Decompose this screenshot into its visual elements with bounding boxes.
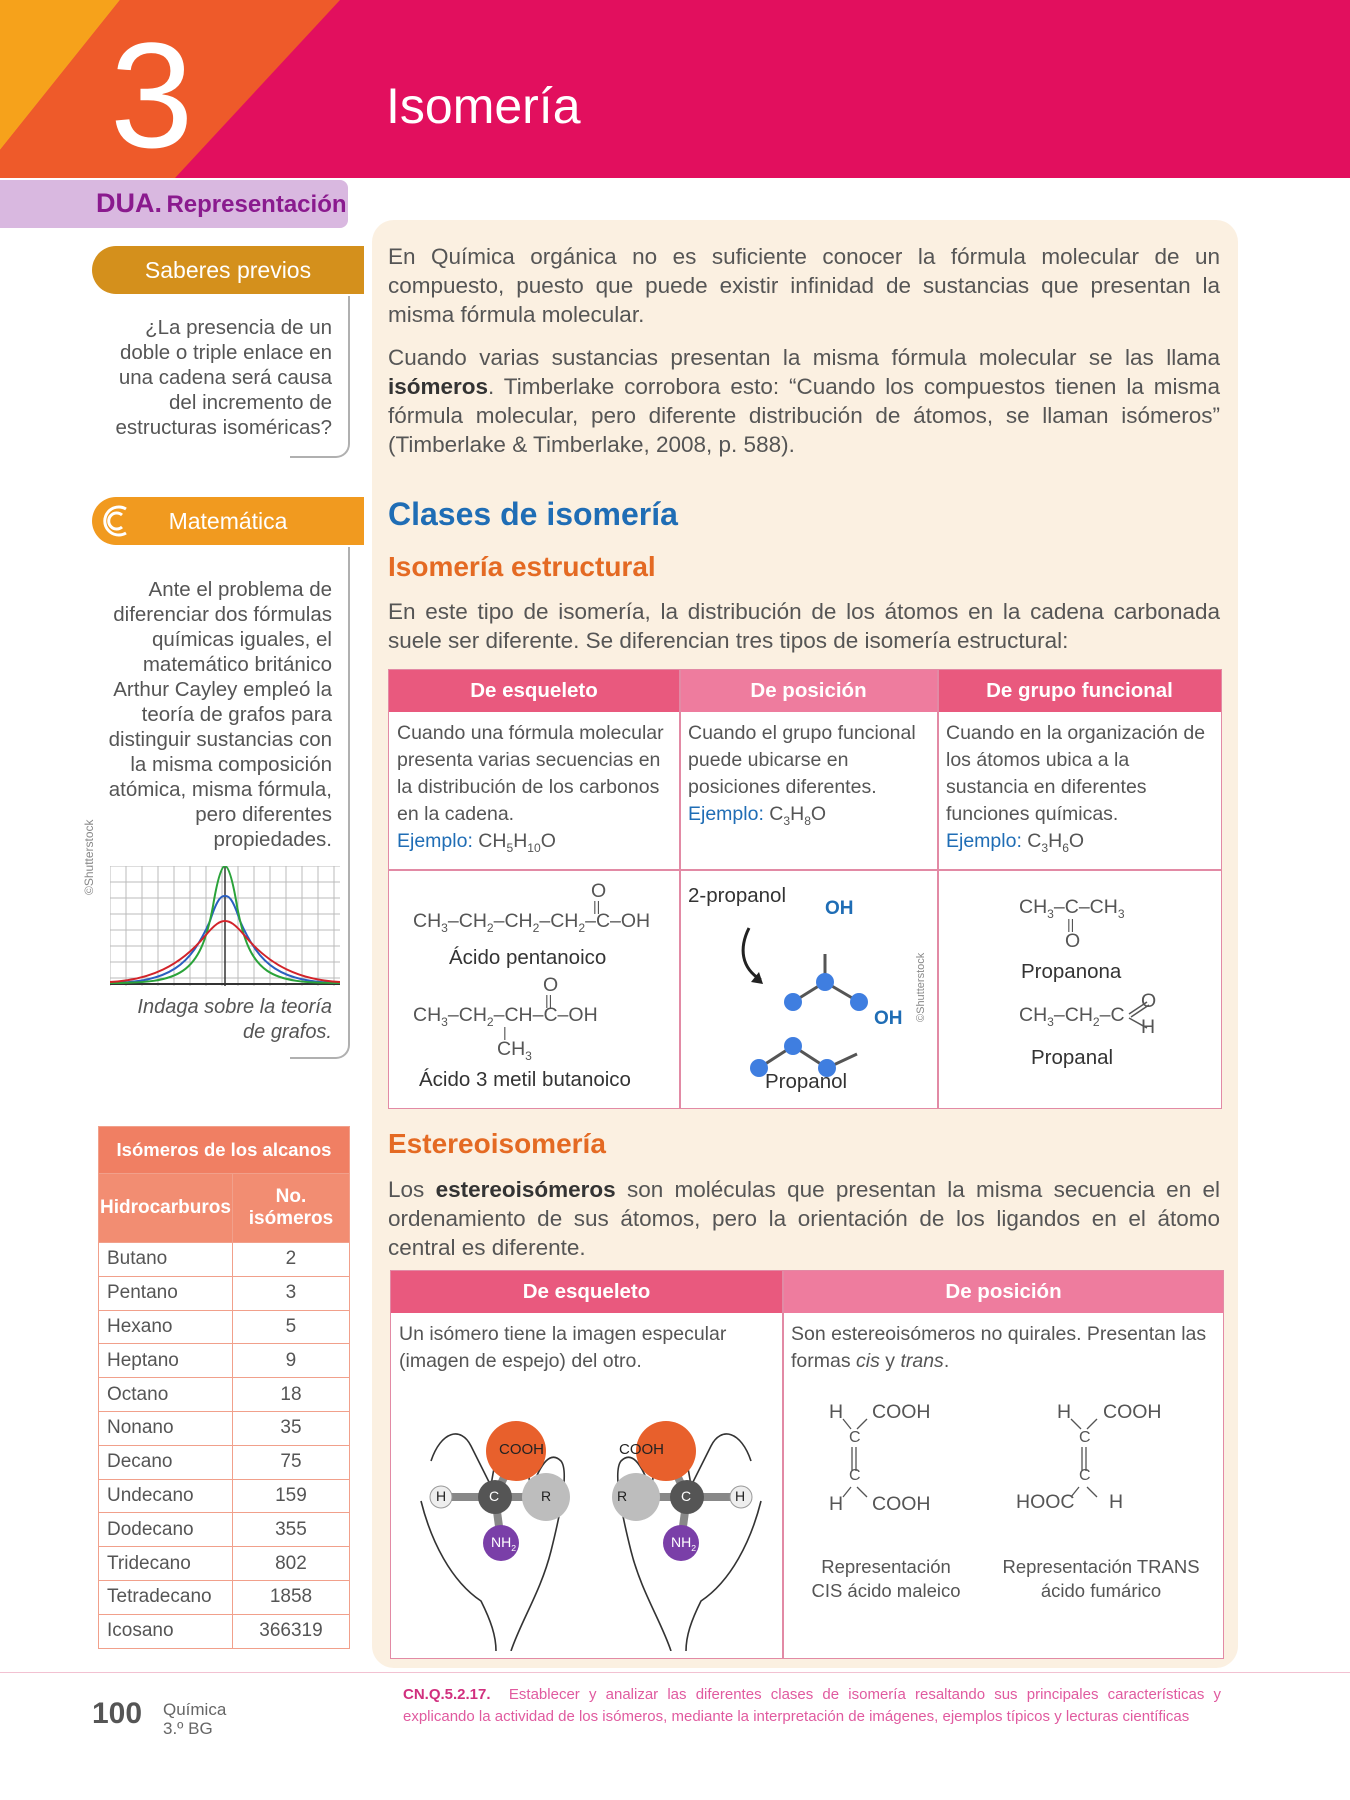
table-row — [99, 1411, 350, 1445]
alkane-count: 3 — [232, 1276, 349, 1310]
curriculum-criterion — [403, 1684, 1221, 1727]
chapter-title: Isomería — [386, 78, 581, 134]
trans-caption-line1: Representación TRANS — [1002, 1556, 1200, 1577]
esqueleto-desc-text: Cuando una fórmula molecular presenta varias secuencias en la distribución de los carbonos en la cadena. — [397, 722, 664, 825]
alkanes-caption: Isómeros de los alcanos — [99, 1127, 350, 1174]
chapter-number: 3 — [110, 11, 194, 179]
table-row — [99, 1445, 350, 1479]
trans-term: trans — [900, 1350, 944, 1372]
cis-c-top: C — [849, 1429, 861, 1446]
alkane-name: Pentano — [99, 1276, 233, 1310]
divider — [389, 869, 1221, 871]
matematica-text: Ante el problema de diferenciar dos fórmulas químicas iguales, el matemático británico Arthur Cayley empleó la teoría de grafos para distinguir sustancias con la misma composición atómica, misma fórmula, pero diferentes propiedades. — [108, 578, 332, 851]
intro-text-b: . Timberlake corrobora esto: “Cuando los compuestos tienen la misma fórmula molecular, pero diferente distribución de átomos, se llaman isómeros” (Timberlake & Timberlake, 2008, p. 588). — [388, 374, 1220, 457]
formula-aldehyde-h: H — [1141, 1016, 1156, 1038]
alkanes-table — [98, 1126, 350, 1649]
stereo-and: y — [879, 1350, 901, 1372]
name-acido-pentanoico: Ácido pentanoico — [449, 946, 607, 969]
alkane-count: 802 — [232, 1547, 349, 1581]
nh2-label: $NH_2$ — [491, 1534, 517, 1553]
r-label: R — [541, 1488, 552, 1504]
alkane-name: Decano — [99, 1445, 233, 1479]
name-2-propanol: 2-propanol — [688, 884, 787, 907]
alkane-name: Octano — [99, 1378, 233, 1412]
cis-h-bottom: H — [829, 1493, 844, 1515]
formula-propanal: $CH_3-CH_2-C$ — [1019, 1004, 1125, 1029]
divider — [782, 1271, 784, 1658]
trans-cooh-top: COOH — [1103, 1401, 1162, 1423]
estereo-text-a: Los — [388, 1177, 436, 1202]
criterion-text: Establecer y analizar las diferentes clases de isomería resaltando sus principales características y explicando la actividad de los isómeros, mediante la interpretación de imágenes, ejemplos típicos y lecturas científicas — [403, 1686, 1221, 1725]
alkane-name: Dodecano — [99, 1513, 233, 1547]
shutterstock-credit: ©Shutterstock — [82, 819, 96, 895]
estereo-text-b: son moléculas que presentan la misma secuencia en el ordenamiento de sus átomos, pero la orientación de los ligandos en el átomo central es diferente. — [388, 1177, 1220, 1260]
name-propanal: Propanal — [1031, 1046, 1114, 1069]
formula-carbonyl-o: O — [1065, 930, 1081, 952]
ejemplo-label: Ejemplo: — [688, 803, 764, 825]
cis-cooh-top: COOH — [872, 1401, 931, 1423]
formula-methylbutanoic: $CH_3-CH_2-CH-C-OH$ — [413, 1004, 598, 1029]
divider — [679, 670, 681, 1108]
col-header-grupo-funcional: De grupo funcional — [938, 670, 1221, 712]
cis-caption-line1: Representación — [821, 1556, 951, 1577]
c-label: C — [489, 1488, 500, 1504]
stereo-header-posicion: De posición — [784, 1271, 1223, 1313]
section-title-clases: Clases de isomería — [388, 496, 678, 532]
alkane-count: 1858 — [232, 1580, 349, 1614]
formula-methyl: $CH_3$ — [497, 1038, 532, 1063]
trans-c-top: C — [1079, 1429, 1091, 1446]
trans-c-bottom: C — [1079, 1467, 1091, 1484]
matematica-title — [92, 497, 364, 545]
formula-pentanoic: $CH_3-CH_2-CH_2-CH_2-C-OH$ — [413, 910, 651, 935]
formula-carbonyl-o: O — [591, 880, 607, 902]
page-number: 100 — [92, 1697, 143, 1730]
table-row — [99, 1580, 350, 1614]
cooh-label: COOH — [499, 1441, 544, 1458]
section-title-estereoisomeria: Estereoisomería — [388, 1128, 606, 1159]
estereoisomeros-term: estereoisómeros — [435, 1177, 616, 1202]
alkane-name: Tetradecano — [99, 1580, 233, 1614]
stereo-esqueleto-desc: Un isómero tiene la imagen especular (imagen de espejo) del otro. — [399, 1323, 727, 1372]
alkane-name: Undecano — [99, 1479, 233, 1513]
esqueleto-description: Cuando una fórmula molecular presenta varias secuencias en la distribución de los carbonos en la cadena. Ejemplo: $CH_5H_{10}O$ — [397, 722, 664, 855]
gaussian-graph-image — [110, 866, 340, 986]
grupo-funcional-description: Cuando en la organización de los átomos ubica a la sustancia en diferentes funciones químicas. Ejemplo: $C_3H_6O$ — [946, 722, 1206, 855]
footer-subject — [163, 1700, 226, 1738]
alkane-count: 18 — [232, 1378, 349, 1412]
alkane-name: Heptano — [99, 1344, 233, 1378]
matematica-title-text: Matemática — [168, 508, 288, 534]
formula-propanone: $CH_3-C-CH_3$ — [1019, 896, 1125, 921]
stereo-posicion-desc — [791, 1321, 1216, 1375]
alkane-count: 2 — [232, 1243, 349, 1277]
alkane-count: 9 — [232, 1344, 349, 1378]
cis-c-bottom: C — [849, 1467, 861, 1484]
name-propanona: Propanona — [1021, 960, 1122, 983]
cooh-label: COOH — [619, 1441, 664, 1458]
alkane-name: Nonano — [99, 1411, 233, 1445]
posicion-description: Cuando el grupo funcional puede ubicarse en posiciones diferentes. Ejemplo: $C_3H_8O$ — [688, 722, 916, 828]
formula-single-bond: | — [503, 1024, 507, 1040]
oh-label: OH — [874, 1008, 903, 1029]
cis-cooh-bottom: COOH — [872, 1493, 931, 1515]
grupo-desc-text: Cuando en la organización de los átomos ubica a la sustancia en diferentes funciones químicas. — [946, 722, 1206, 825]
alkanes-header-hydrocarbons: Hidrocarburos — [99, 1174, 233, 1243]
table-row — [99, 1479, 350, 1513]
table-row — [99, 1378, 350, 1412]
c-label: C — [681, 1488, 692, 1504]
cis-h-top: H — [829, 1401, 844, 1423]
stereo-isomerism-table — [390, 1270, 1224, 1659]
ejemplo-label: Ejemplo: — [397, 830, 473, 852]
table-row — [99, 1243, 350, 1277]
alkane-count: 355 — [232, 1513, 349, 1547]
criterion-code: CN.Q.5.2.17. — [403, 1686, 491, 1703]
isomeros-term: isómeros — [388, 374, 489, 399]
trans-caption-line2: ácido fumárico — [1040, 1580, 1162, 1601]
stereo-desc-text: Son estereoisómeros no quirales. Presentan las formas — [791, 1323, 1207, 1372]
formula-carbonyl-o: O — [543, 974, 559, 996]
subject-name: Química — [163, 1700, 227, 1719]
oh-label: OH — [825, 898, 854, 919]
estereo-text — [388, 1175, 1220, 1262]
chiral-hands-image — [411, 1391, 771, 1651]
chapter-header — [0, 0, 1350, 178]
shutterstock-credit: ©Shutterstock — [915, 952, 927, 1022]
formula-double-bond: || — [1067, 916, 1075, 932]
table-row — [99, 1614, 350, 1648]
dua-label: Representación — [166, 191, 347, 218]
r-label: R — [617, 1488, 628, 1504]
dua-banner — [0, 180, 348, 228]
alkane-count: 35 — [232, 1411, 349, 1445]
dua-bold: DUA. — [96, 188, 162, 218]
alkane-count: 159 — [232, 1479, 349, 1513]
cis-caption-line2: CIS ácido maleico — [811, 1580, 961, 1601]
intro-text-a: Cuando varias sustancias presentan la misma fórmula molecular se las llama — [388, 345, 1220, 370]
footer-divider — [0, 1672, 1350, 1673]
nh2-text: NH — [491, 1534, 512, 1550]
alkane-name: Hexano — [99, 1310, 233, 1344]
table-row — [99, 1513, 350, 1547]
name-propanol: Propanol — [765, 1070, 848, 1093]
saberes-text: ¿La presencia de un doble o triple enlace en una cadena será causa del incremento de estructuras isoméricas? — [115, 316, 332, 439]
stereo-end: . — [943, 1350, 950, 1372]
math-c-icon — [96, 501, 136, 541]
posicion-desc-text: Cuando el grupo funcional puede ubicarse en posiciones diferentes. — [688, 722, 916, 798]
formula-aldehyde-o: O — [1141, 990, 1157, 1012]
intro-paragraph-1: En Química orgánica no es suficiente conocer la fórmula molecular de un compuesto, puesto que puede existir infinidad de sustancias que presentan la misma fórmula molecular. — [388, 244, 1220, 327]
nh2-text: NH — [671, 1534, 692, 1550]
alkane-count: 5 — [232, 1310, 349, 1344]
alkane-count: 75 — [232, 1445, 349, 1479]
alkane-name: Butano — [99, 1243, 233, 1277]
structural-isomerism-table — [388, 669, 1222, 1109]
trans-hooc-bottom: HOOC — [1016, 1491, 1075, 1513]
formula-double-bond: || — [593, 898, 601, 914]
alkane-name: Tridecano — [99, 1547, 233, 1581]
estructural-text: En este tipo de isomería, la distribución de los átomos en la cadena carbonada suele ser diferente. Se diferencian tres tipos de isomería estructural: — [388, 599, 1220, 653]
formula-double-bond: || — [545, 992, 553, 1008]
saberes-title: Saberes previos — [92, 246, 364, 294]
stereo-header-esqueleto: De esqueleto — [391, 1271, 782, 1313]
col-header-esqueleto: De esqueleto — [389, 670, 679, 712]
trans-h-bottom: H — [1109, 1491, 1124, 1513]
name-acido-metil-butanoico: Ácido 3 metil butanoico — [419, 1068, 631, 1091]
table-row — [99, 1310, 350, 1344]
propanol-molecules-image — [689, 898, 934, 1078]
h-label: H — [436, 1488, 447, 1504]
ejemplo-label: Ejemplo: — [946, 830, 1022, 852]
trans-h-top: H — [1057, 1401, 1072, 1423]
cis-caption — [801, 1555, 971, 1603]
cis-term: cis — [856, 1350, 880, 1372]
matematica-caption: Indaga sobre la teoría de grafos. — [137, 996, 332, 1043]
col-header-posicion: De posición — [680, 670, 937, 712]
trans-caption — [991, 1555, 1211, 1603]
table-row — [99, 1344, 350, 1378]
alkane-name: Icosano — [99, 1614, 233, 1648]
grade-label: 3.º BG — [163, 1719, 213, 1738]
table-row — [99, 1547, 350, 1581]
alkanes-header-count: No. isómeros — [232, 1174, 349, 1243]
alkane-count: 366319 — [232, 1614, 349, 1648]
intro-paragraph-2 — [388, 343, 1220, 459]
divider — [937, 670, 939, 1108]
section-title-estructural: Isomería estructural — [388, 551, 656, 582]
nh2-label: $NH_2$ — [671, 1534, 697, 1553]
table-row — [99, 1276, 350, 1310]
h-label: H — [735, 1488, 746, 1504]
